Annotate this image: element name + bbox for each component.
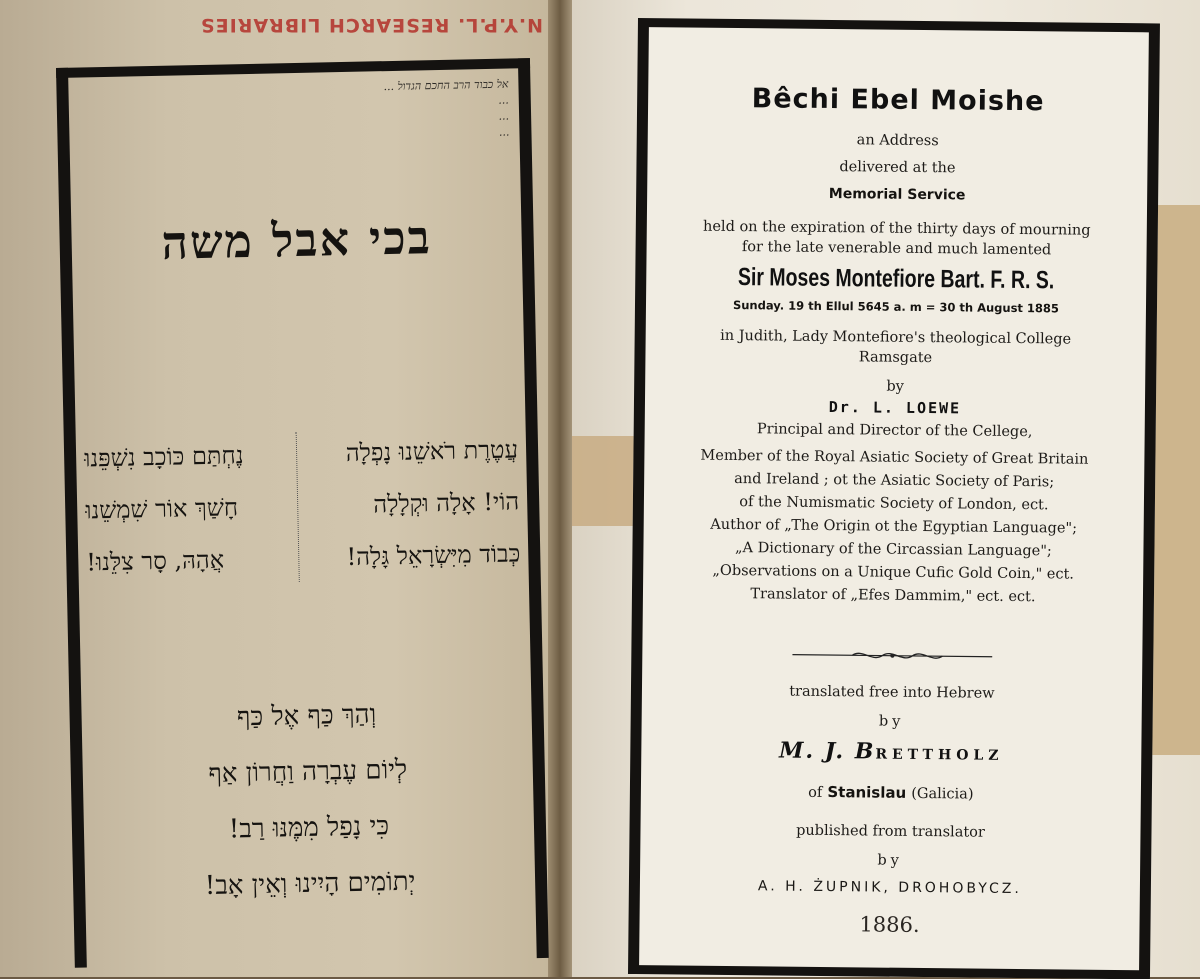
lament-line: לְיוֹם עֶבְרָה וַחֲרוֹן אַף (208, 754, 408, 789)
honoree-name: Sir Moses Montefiore Bart. F. R. S. (737, 263, 1055, 295)
subtitle-delivered: delivered at the (839, 159, 956, 177)
poem-row (78, 527, 529, 588)
poem-row (76, 423, 527, 484)
poem-verse-right: כְּבוֹד מִיִּשְׂרָאֵל גָּלָה! (346, 538, 521, 571)
of-label: of (808, 784, 823, 801)
translator-name (641, 736, 1141, 767)
region-name: (Galicia) (911, 785, 974, 803)
poem-verse-left: חָשַׁךְ אוֹר שִׁמְשֵׁנוּ (84, 492, 239, 524)
memorial-service-heading: Memorial Service (828, 186, 966, 204)
credit-line: „A Dictionary of the Circassian Language"; (734, 540, 1052, 560)
city-name: Stanislau (827, 783, 907, 802)
place-line-1: in Judith, Lady Montefiore's theological College (720, 327, 1072, 348)
library-stamp: N.Y.P.L. RESEARCH LIBRARIES (200, 14, 543, 36)
held-line-2: for the late venerable and much lamented (741, 239, 1052, 259)
handwritten-dedication (78, 77, 509, 150)
honoree-name-wrap (646, 262, 1146, 296)
subtitle-address: an Address (856, 132, 939, 150)
translated-note: translated free into Hebrew (789, 683, 995, 702)
lament-line: כִּי נָפַל מִמֶּנּוּ רַב! (228, 811, 390, 845)
publication-year: 1886. (859, 912, 920, 937)
place-line-2: Ramsgate (858, 349, 933, 367)
credit-line: Translator of „Efes Dammim," ect. ect. (750, 586, 1036, 606)
handwritten-line: אל כבוד הרב החכם הגדול ... (383, 77, 509, 94)
poem-verse-right: עֲטֶרֶת רֹאשֵׁנוּ נָפְלָה (345, 434, 519, 467)
poem-row (77, 475, 528, 536)
tape-patch (572, 436, 634, 526)
held-line-1: held on the expiration of the thirty days of mourning (702, 218, 1091, 239)
ornamental-rule (792, 648, 992, 664)
handwritten-line: ... (498, 93, 509, 107)
lament-block (81, 683, 536, 916)
service-date: Sunday. 19 th Ellul 5645 a. m = 30 th August 1885 (732, 298, 1060, 316)
credit-line: Member of the Royal Asiatic Society of Great Britain (700, 447, 1089, 468)
translator-origin (641, 780, 1141, 804)
published-note: published from translator (796, 822, 985, 841)
translator-initials: M. J. B (778, 737, 876, 765)
book-gutter (548, 0, 572, 977)
credit-line: and Ireland ; ot the Asiatic Society of Paris; (734, 471, 1055, 491)
author-name: Dr. L. LOEWE (828, 398, 962, 418)
publisher: A. H. ŻUPNIK, DROHOBYCZ. (757, 878, 1022, 898)
by-label: by (877, 852, 904, 869)
by-label: by (878, 713, 905, 730)
poem-verse-right: הוֹי! אָלָה וּקְלָלָה (373, 486, 520, 518)
english-title: Bêchi Ebel Moishe (751, 83, 1045, 118)
poem-verse-left: אֲהָהּ, סָר צִלֵּנוּ! (86, 545, 225, 576)
lament-line: יְתוֹמִים הָיִינוּ וְאֵין אָב! (204, 866, 416, 902)
hebrew-title-sheet (56, 58, 549, 968)
credit-line: Author of „The Origin ot the Egyptian Language"; (710, 516, 1078, 537)
credit-line: Principal and Director of the Cellege, (756, 421, 1033, 441)
credit-line: of the Numismatic Society of London, ect. (739, 494, 1049, 514)
handwritten-line: ... (498, 125, 510, 139)
handwritten-line: ... (498, 109, 510, 123)
poem-block (76, 423, 529, 588)
translator-surname: RETTHOLZ (875, 746, 1004, 764)
by-label: by (886, 378, 904, 395)
credit-line: „Observations on a Unique Cufic Gold Coin," ect. (712, 562, 1075, 583)
poem-verse-left: נֶחְתַּם כּוֹכָב נִשְׁפֵּנוּ (83, 440, 244, 472)
hebrew-title: בכי אבל משה (160, 210, 433, 270)
english-title-sheet (628, 18, 1160, 979)
lament-line: וְהַךְ כַּף אֶל כַּף (236, 699, 377, 733)
